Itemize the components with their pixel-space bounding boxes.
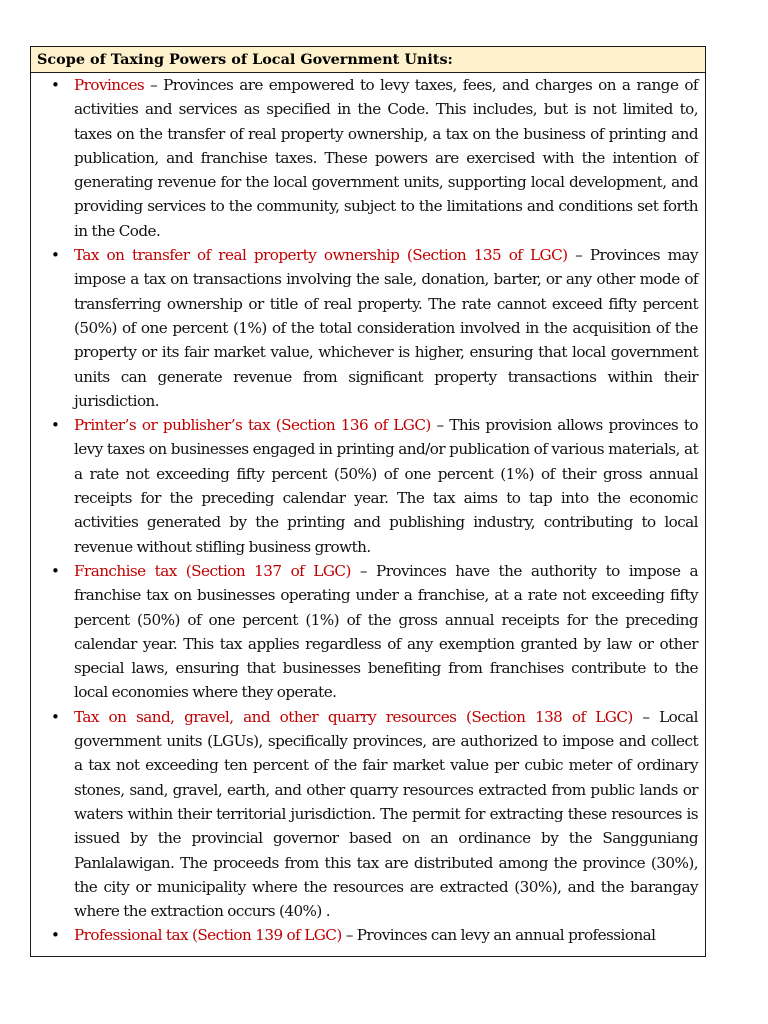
item-heading: Printer’s or publisher’s tax (Section 136 of LGC) (74, 416, 431, 435)
list-item-section-136 (31, 413, 705, 559)
list-item-provinces (31, 73, 705, 243)
bullet-list (31, 73, 705, 948)
list-item-section-135 (31, 243, 705, 413)
item-heading: Tax on sand, gravel, and other quarry resources (Section 138 of LGC) (74, 707, 633, 726)
item-text: – Provinces are empowered to levy taxes, fees, and charges on a range of activities and services as specified in the Code. This includes, but is not limited to, taxes on the transfer of real property ownership, a tax on the business of printing and publication, and franchise taxes. These powers are exercised with the intention of generating revenue for the local government units, supporting local development, and providing services to the community, subject to the limitations and conditions set forth in the Code. (74, 76, 698, 240)
list-item-section-139 (31, 923, 705, 947)
item-text: – Local government units (LGUs), specifically provinces, are authorized to impose and collect a tax not exceeding ten percent of the fair market value per cubic meter of ordinary stones, sand, gravel, earth, and other quarry resources extracted from public lands or waters within their territorial jurisdiction. The permit for extracting these resources is issued by the provincial governor based on an ordinance by the Sangguniang Panlalawigan. The proceeds from this tax are distributed among the province (30%), the city or municipality where the resources are extracted (30%), and the barangay where the extraction occurs (40%) . (74, 707, 698, 921)
item-text: – Provinces can levy an annual professional (341, 926, 656, 945)
item-heading: Professional tax (Section 139 of LGC) (74, 926, 342, 945)
item-heading: Provinces (74, 76, 145, 94)
item-text: – Provinces may impose a tax on transactions involving the sale, donation, barter, or any other mode of transferring ownership or title of real property. The rate cannot exceed fifty percent (50%) of one percent (1%) of the total consideration involved in the acquisition of the property or its fair market value, whichever is higher, ensuring that local government units can generate revenue from significant property transactions within their jurisdiction. (74, 246, 698, 410)
item-heading: Franchise tax (Section 137 of LGC) (74, 561, 351, 580)
item-text: – Provinces have the authority to impose a franchise tax on businesses operating under a franchise, at a rate not exceeding fifty percent (50%) of one percent (1%) of the gross annual receipts for the preceding calendar year. This tax applies regardless of any exemption granted by law or other special laws, ensuring that businesses benefiting from franchises contribute to the local economies where they operate. (74, 561, 698, 702)
list-item-section-138 (31, 705, 705, 924)
taxing-powers-table (30, 46, 706, 957)
item-heading: Tax on transfer of real property ownership (Section 135 of LGC) (74, 246, 568, 265)
list-item-section-137 (31, 559, 705, 705)
item-text: – This provision allows provinces to levy taxes on businesses engaged in printing and/or publication of various materials, at a rate not exceeding fifty percent (50%) of one percent (1%) of their gross annual receipts for the preceding calendar year. The tax aims to tap into the economic activities generated by the printing and publishing industry, contributing to local revenue without stifling business growth. (74, 416, 698, 556)
table-header: Scope of Taxing Powers of Local Government Units: (31, 47, 705, 73)
